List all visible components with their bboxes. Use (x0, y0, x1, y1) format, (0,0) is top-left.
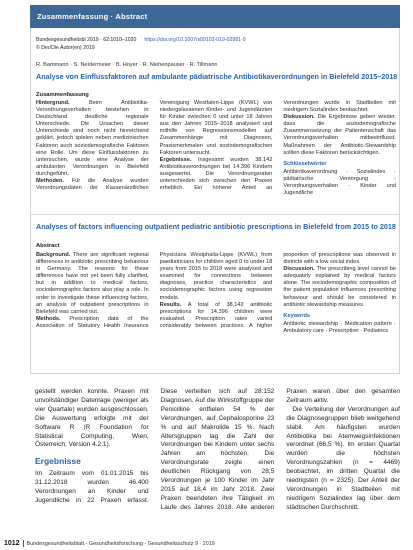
english-title: Analyses of factors influencing outpatient pediatric antibiotic prescriptions in Bielefeld from 2015 to 2018 (36, 222, 396, 231)
body-paragraph: gestellt werden konnte. Praxen mit unvollständiger Datenlage (weniger als vier Quartale) wurden ausgeschlossen. Die Auswertung erfolgte mit der Software R (R Foundation for Statistical Computing, Wien, Österreich; Version 4.2.1). (35, 388, 149, 449)
paragraph-lead: Methoden. (36, 178, 64, 185)
german-abstract-label: Zusammenfassung (36, 92, 89, 98)
paragraph-lead: Results. (159, 301, 182, 308)
paragraph-text: Beim Antibiotika-Verordnungsverhalten bestehen in Deutschland deutliche regionale Unterschiede. Die Ursachen dieser Unterschiede sind noch nicht hinreichend geklärt, jedoch spielen neben medizinischen Faktoren auch soziodemografische Faktoren eine Rolle. Um diese Einflussfaktoren zu untersuchen, wurde eine Analyse der ambulanten Verordnungen in Bielefeld durchgeführt. (36, 100, 149, 177)
article-body (35, 388, 400, 513)
german-title: Analyse von Einflussfaktoren auf ambulante pädiatrische Antibiotikaverordnungen in Bielefeld 2015–2018 (36, 72, 398, 81)
journal-name: Bundesgesundheitsblatt - Gesundheitsforschung - Gesundheitsschutz 9 · 2019 (26, 540, 215, 547)
english-abstract (36, 252, 396, 335)
abstract-paragraph (283, 114, 396, 157)
copyright: © Der/Die Autor(en) 2019 (36, 45, 95, 51)
keywords-block (283, 313, 396, 335)
paragraph-text: A total of 38,142 antibiotic prescriptions for 14,396 children were evaluated. Prescription rates varied considerably between practices. A higher proportion of prescriptions was observed in districts with a low social index. (159, 252, 396, 329)
page-number: 1012 (4, 540, 24, 547)
paragraph-text: Für die Analyse wurden Verordnungsdaten der Kassenärztlichen Vereinigung Westfalen-Lippe (KVWL) von niedergelassenen Kinder- und Jugendärzten für Kinder zwischen 0 und unter 18 Jahren aus den Jahren 2015–2018 analysiert und mithilfe von Regressionsmodellen auf Zusammenhänge mit Diagnosen, Praxismerkmalen und soziodemografischen Faktoren untersucht. (36, 100, 273, 192)
abstract-paragraph (36, 100, 149, 178)
keywords-label: Keywords (283, 312, 311, 319)
keywords-label: Schlüsselwörter (283, 160, 327, 167)
paragraph-text: Prescription data of the Association of Statutory Health Insurance Physicians Westphalia-Lippe (KVWL) from paediatricians for children aged 0 to under 18 years from 2015 to 2018 were analysed and examined for connections between diagnoses, practice characteristics and sociodemographic factors using regression models. (36, 252, 273, 329)
paragraph-lead: Background. (36, 252, 71, 258)
paragraph-text: Die Ergebnisse geben wieder, dass die soziodemografische Zusammensetzung der Patientenschaft das Verordnungsverhalten mitbeeinflusst. Maßnahmen der Antibiotic-Stewardship sollten diese Faktoren berücksichtigen. (283, 114, 396, 156)
section-header-bar (30, 5, 400, 28)
paragraph-lead: Discussion. (283, 266, 315, 273)
body-paragraph: Die Verteilung der Verordnungen auf die Diagnosegruppen blieb weitgehend stabil. Am häufigsten wurden Antibiotika bei Atemwegsinfektionen verordnet (66,5 %). Im ersten Quartal wurden die höchsten Verordnungszahlen (n = 4469) beobachtet, im dritten Quartal die niedrigsten (n = 2325). Der Anteil der Verordnungen in Stadtteilen mit niedrigem Sozialindex lag über dem städtischen Durchschnitt. (286, 405, 400, 511)
keywords-block (283, 161, 396, 197)
body-paragraph: Im Zeitraum vom 01.01.2015 bis 31.12.2018 wurden 46.400 Verordnungen an Kinder und Jugendliche in 22 Praxen erfasst. Diese verteilten sich auf 28.152 Diagnosen. Auf die Wirkstoffgruppe der Penicilline entfielen 54 % der Verordnungen, auf Cephalosporine 23 % und auf Makrolide 15 %. Nach Altersgruppen lag die Zahl der Verordnungen bei Kindern unter sechs Jahren am höchsten. Die Verordnungsrate zeigte einen deutlichen Rückgang von 28,5 Verordnungen je 100 Kinder im Jahr 2015 auf 18,4 im Jahr 2018. Zwei Praxen beendeten ihre Tätigkeit im Laufe des Jahres 2018. Alle anderen Praxen waren über den gesamten Zeitraum aktiv. (35, 388, 400, 511)
keywords-list: Antibiotic stewardship · Medication pattern · Ambulatory care · Prescription · Pediatrics (283, 320, 396, 334)
section-heading-results: Ergebnisse (35, 456, 81, 467)
paragraph-lead: Methods. (36, 315, 61, 322)
citation-line (36, 37, 246, 44)
abstract-paragraph (283, 266, 396, 309)
keywords-list: Antibiotikaverordnung · Sozialindex · pädiatrische Versorgung · Verordnungsverhalten · Kinder und Jugendliche (283, 168, 396, 197)
abstract-divider (30, 214, 399, 215)
paragraph-lead: Diskussion. (283, 114, 315, 121)
paragraph-text: The prescribing level cannot be adequately explained by medical factors alone. The sociodemographic composition of the patient population influences prescribing behaviour and should be considered in antibiotic stewardship measures. (283, 266, 396, 308)
paragraph-lead: Hintergrund. (36, 100, 70, 106)
german-abstract (36, 100, 396, 197)
paragraph-lead: Ergebnisse. (159, 156, 192, 163)
page-footer (4, 539, 215, 548)
author-list: R. Bammann · S. Neidermeier · B. Hoyer · R. Niehenpauser · R. Tillmann (36, 62, 218, 68)
section-header-label: Zusammenfassung · Abstract (37, 12, 148, 21)
paragraph-text: Insgesamt wurden 38.142 Antibiotikaverordnungen bei 14.396 Kindern ausgewertet. Die Verordnungsraten unterschieden sich zwischen den Praxen erheblich. Ein höherer Anteil an Verordnungen wurde in Stadtteilen mit niedrigem Sozialindex beobachtet. (159, 100, 396, 192)
paragraph-text: There are significant regional differences in antibiotic prescribing behaviour in Germany. The reasons for these differences have not yet been fully clarified, but in addition to medical factors, sociodemographic factors also play a role. In order to investigate these influencing factors, an analysis of outpatient prescriptions in Bielefeld was carried out. (36, 252, 149, 315)
doi-link[interactable]: https://doi.org/10.1007/s00103-019-02981-9 (144, 37, 246, 43)
citation: Bundesgesundheitsbl 2019 · 62:1010–1020 (36, 37, 137, 43)
abstract-paragraph (36, 252, 149, 316)
english-abstract-label: Abstract (36, 243, 60, 249)
